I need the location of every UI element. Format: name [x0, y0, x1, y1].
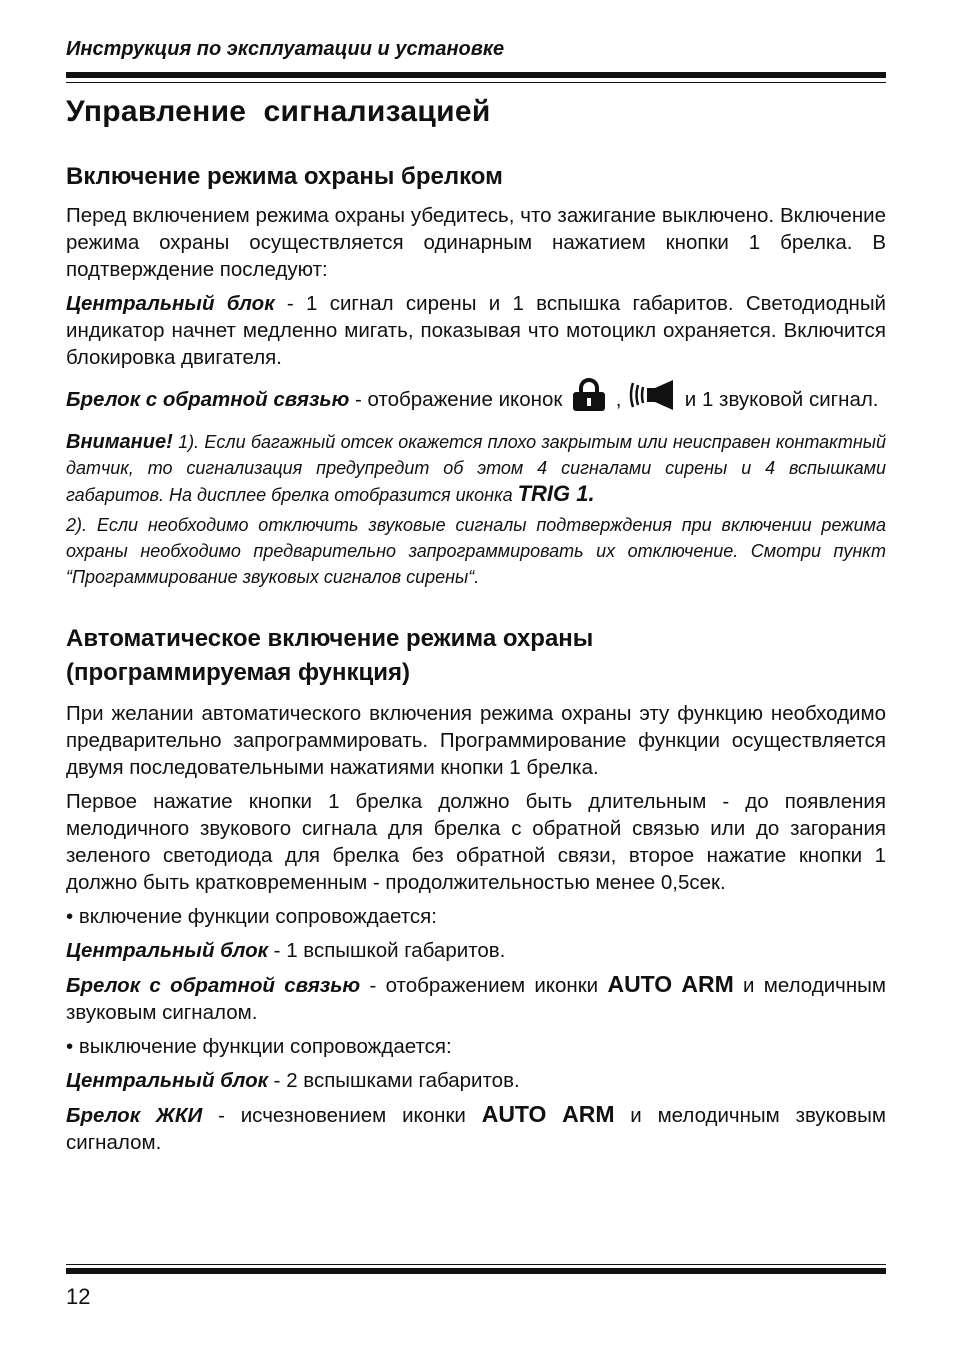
auto-arm-icon-label: AUTO ARM [607, 971, 734, 997]
section-arming [66, 160, 886, 597]
enable-central-label: Центральный блок [66, 939, 268, 962]
enable-remote [66, 971, 886, 1026]
attention-note-1-text: 1). Если багажный отсек окажется плохо закрытым или неисправен контактный датчик, то сигнализация предупредит об этом 4 сигналами сирены и 4 вспышками габаритов. На дисплее брелка отобразится иконка [66, 432, 886, 505]
disable-central-text: - 2 вспышками габаритов. [267, 1069, 520, 1092]
disable-lcd-text-before: - исчезновением иконки [202, 1104, 482, 1127]
section1-heading: Включение режима охраны брелком [66, 163, 503, 190]
section1-intro: Перед включением режима охраны убедитесь, что зажигание выключено. Включение режима охраны осуществляется одинарным нажатием кнопки 1 брелка. В подтверждение последуют: [66, 204, 886, 281]
siren-sound-icon [629, 378, 677, 419]
section1-remote [66, 378, 886, 419]
disable-central-label: Центральный блок [66, 1069, 268, 1092]
footer-rule-thick [66, 1268, 886, 1274]
disable-lcd-label: Брелок ЖКИ [66, 1104, 203, 1127]
enable-central [66, 937, 886, 964]
attention-note-1 [66, 429, 886, 508]
attention-note-2: 2). Если необходимо отключить звуковые сигналы подтверждения при включении режима охраны необходимо предварительно запрограммировать их отключение. Смотри пункт “Программирование звуковых сигналов сирены“. [66, 515, 886, 587]
page-number: 12 [66, 1284, 91, 1309]
disable-central [66, 1067, 886, 1094]
bullet-enable: • включение функции сопровождается: [66, 905, 437, 928]
header-rule-thin [66, 82, 886, 83]
remote-text-after: и 1 звуковой сигнал. [679, 388, 879, 411]
header-rule-thick [66, 72, 886, 78]
running-header: Инструкция по эксплуатации и установке [66, 38, 505, 60]
section-auto-arming [66, 622, 886, 1163]
section2-heading-line2: (программируемая функция) [66, 659, 410, 686]
section2-p2: Первое нажатие кнопки 1 брелка должно быть длительным - до появления мелодичного звукового сигнала для брелка с обратной связью или до загорания зеленого светодиода для брелка без обратной связи, второе нажатие кнопки 1 должно быть кратковременным - продолжительностью менее 0,5сек. [66, 790, 886, 894]
remote-separator: , [610, 388, 628, 411]
lock-icon [570, 378, 608, 419]
page-title: Управление сигнализацией [66, 95, 491, 128]
auto-arm-icon-label-2: AUTO ARM [481, 1101, 615, 1127]
remote-label: Брелок с обратной связью [66, 388, 350, 411]
central-unit-label: Центральный блок [66, 292, 275, 315]
bullet-disable: • выключение функции сопровождается: [66, 1035, 452, 1058]
enable-remote-text-after: и мелодичным звуковым сигналом. [66, 974, 887, 1024]
attention-label: Внимание! [66, 431, 173, 453]
disable-lcd-text-after: и мелодичным звуковым сигналом. [66, 1104, 886, 1154]
section2-heading-line1: Автоматическое включение режима охраны [66, 625, 594, 652]
section2-p1: При желании автоматического включения режима охраны эту функцию необходимо предварительно запрограммировать. Программирование функции осуществляется двумя последовательными нажатиями кнопки 1 брелка. [66, 702, 886, 779]
disable-lcd [66, 1101, 886, 1156]
enable-central-text: - 1 вспышкой габаритов. [267, 939, 506, 962]
enable-remote-text-before: - отображением иконки [360, 974, 608, 997]
footer-rule-thin [66, 1264, 886, 1265]
central-unit-text: - 1 сигнал сирены и 1 вспышка габаритов. Светодиодный индикатор начнет медленно мигать, показывая что мотоцикл охраняется. Включится блокировка двигателя. [66, 292, 887, 369]
remote-text-before: - отображение иконок [349, 388, 569, 411]
enable-remote-label: Брелок с обратной связью [66, 974, 361, 997]
section1-central [66, 290, 886, 371]
trig-icon-label: TRIG 1. [517, 481, 595, 506]
